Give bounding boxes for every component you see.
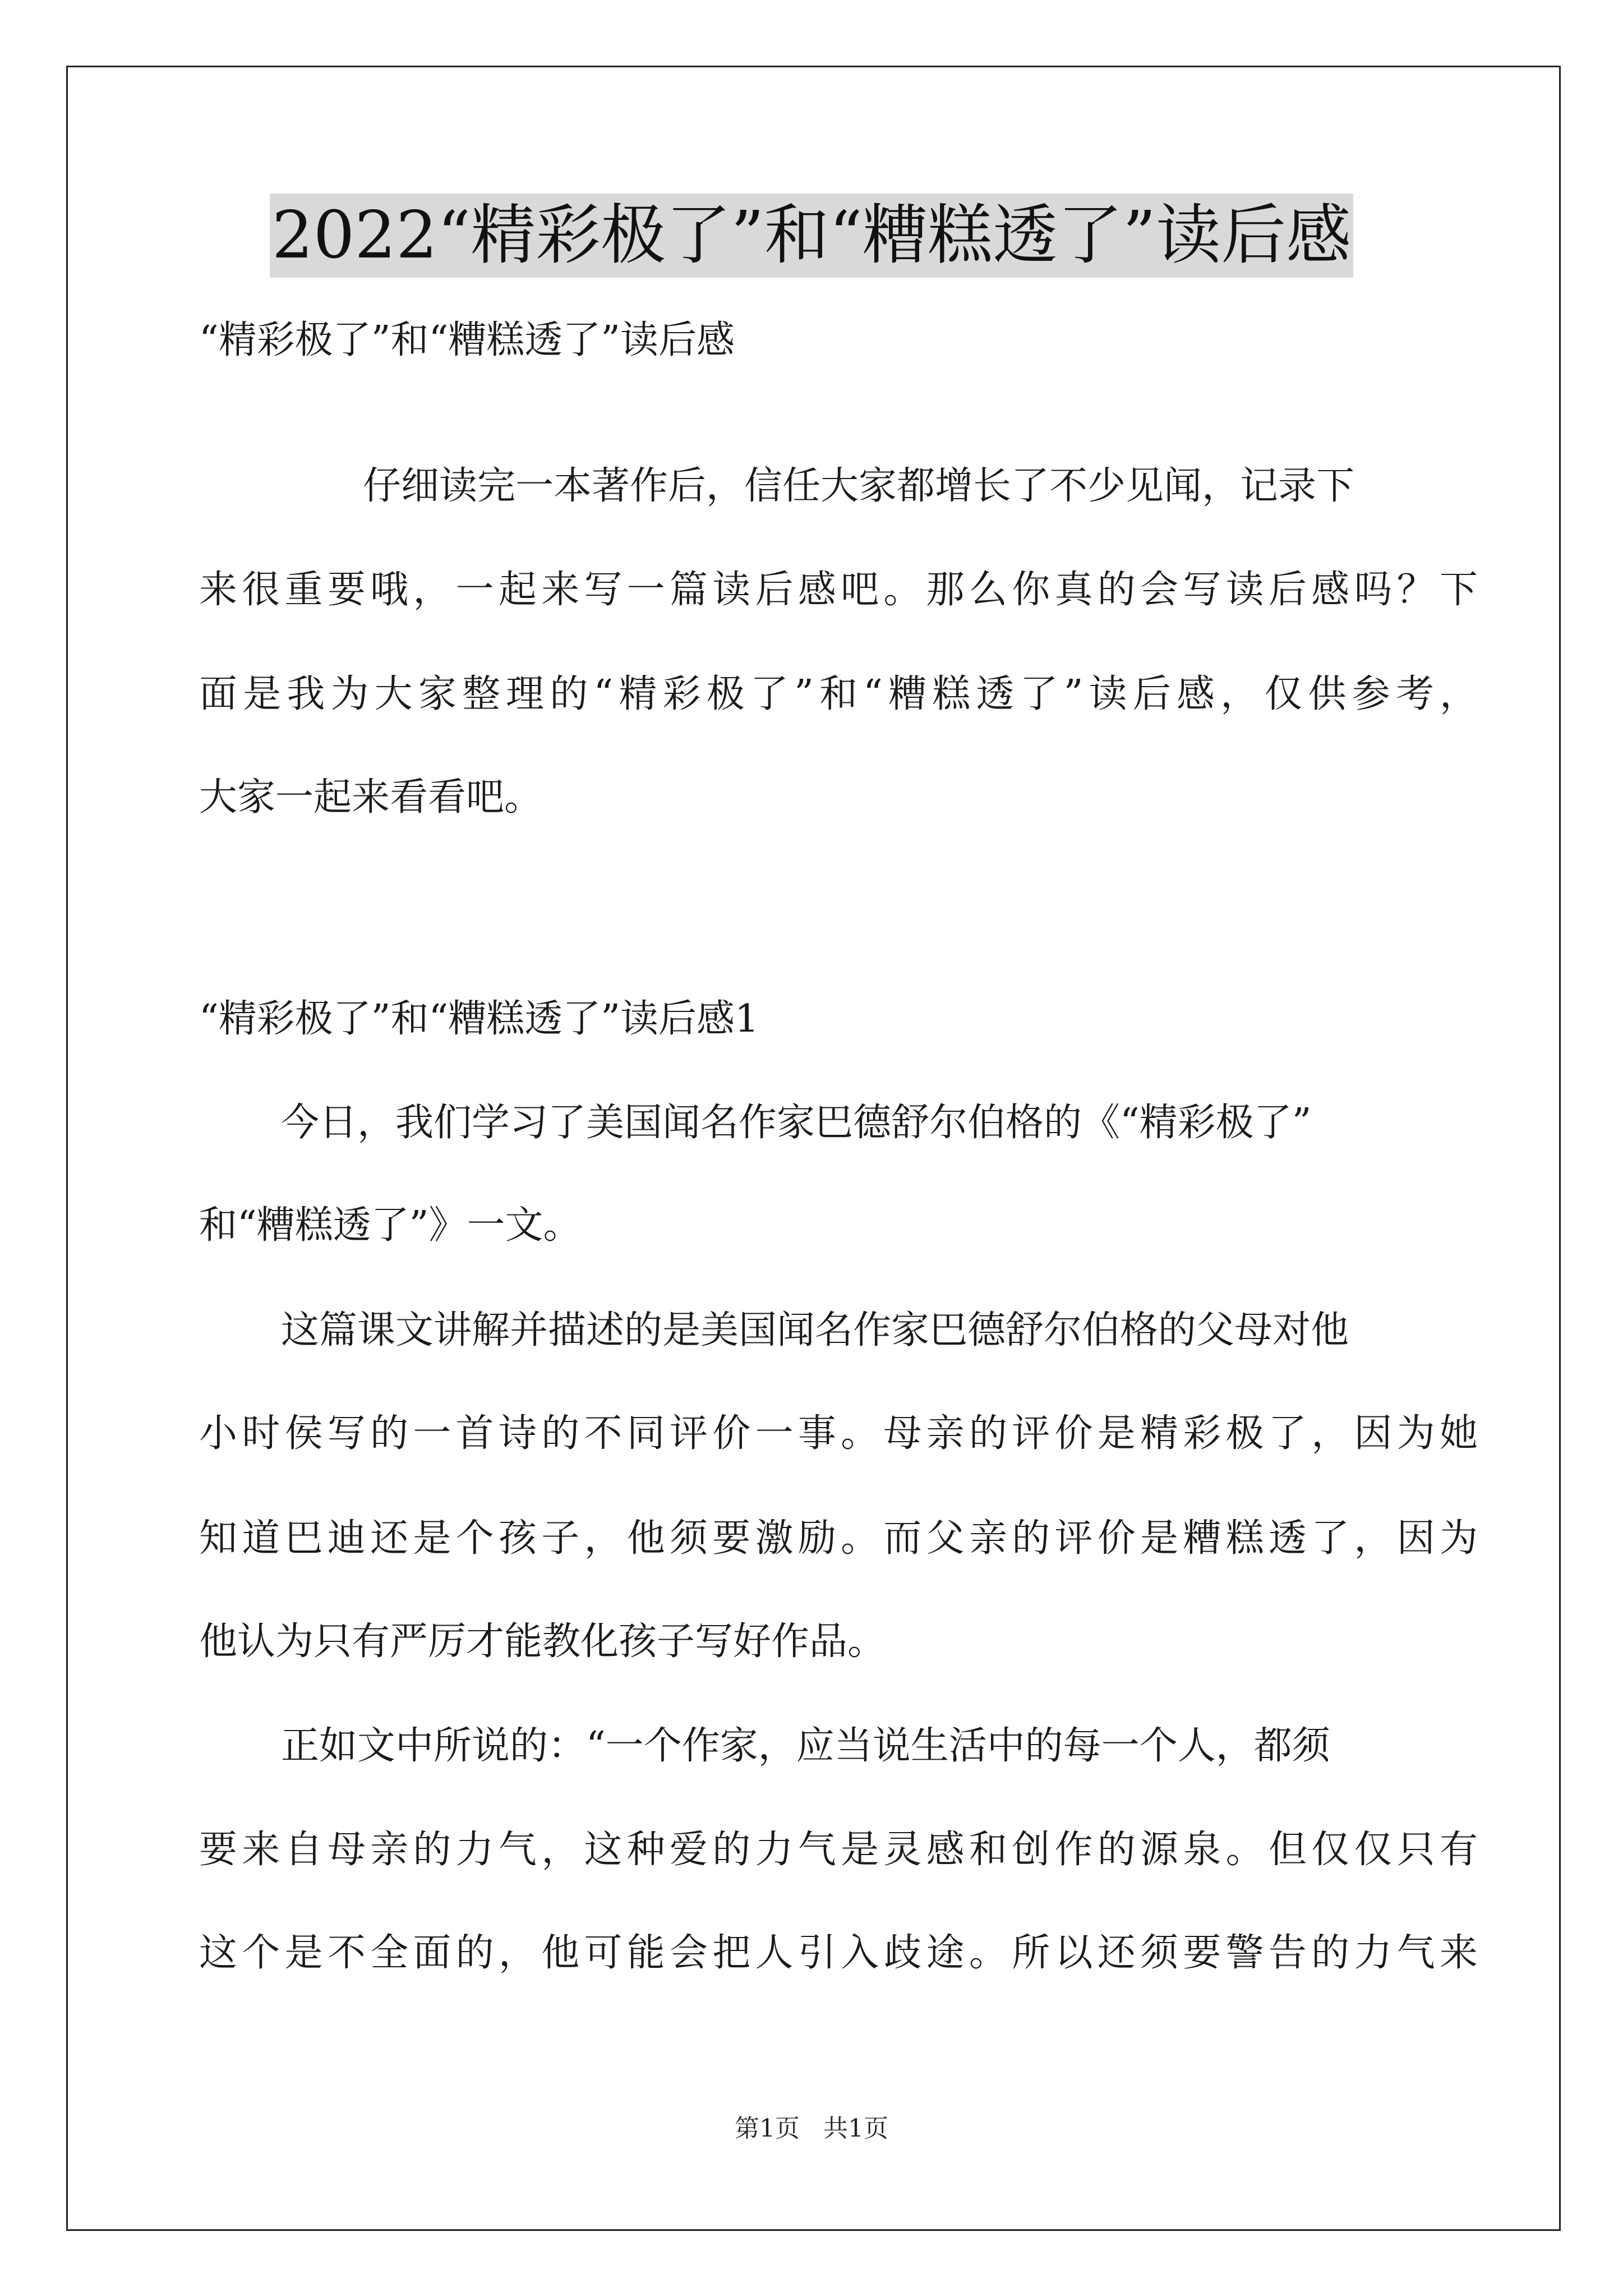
paragraph-line: 小时侯写的一首诗的不同评价一事。母亲的评价是精彩极了，因为她	[199, 1411, 1478, 1456]
paragraph-line: 知道巴迪还是个孩子，他须要激励。而父亲的评价是糟糕透了，因为	[199, 1516, 1478, 1561]
paragraph-line: 大家一起来看看吧。	[199, 775, 543, 820]
paragraph-line: 来很重要哦，一起来写一篇读后感吧。那么你真的会写读后感吗？下	[199, 568, 1478, 612]
paragraph-line: 要来自母亲的力气，这种爱的力气是灵感和创作的源泉。但仅仅只有	[199, 1828, 1478, 1872]
paragraph-line: 面是我为大家整理的“精彩极了”和“糟糕透了”读后感，仅供参考，	[199, 672, 1478, 716]
document-title: 2022“精彩极了”和“糟糕透了”读后感	[270, 194, 1353, 278]
title-container	[0, 194, 1623, 278]
page-border	[66, 66, 1561, 2231]
paragraph-line: 今日，我们学习了美国闻名作家巴德舒尔伯格的《“精彩极了”	[281, 1101, 1312, 1145]
paragraph-line: 这篇课文讲解并描述的是美国闻名作家巴德舒尔伯格的父母对他	[281, 1308, 1349, 1352]
paragraph-line: 他认为只有严厉才能教化孩子写好作品。	[199, 1619, 886, 1664]
section-heading-intro: “精彩极了”和“糟糕透了”读后感	[199, 318, 735, 362]
paragraph-line: 和“糟糕透了”》一文。	[199, 1203, 582, 1248]
paragraph-line: 仔细读完一本著作后，信任大家都增长了不少见闻，记录下	[363, 464, 1355, 508]
paragraph-line: 正如文中所说的：“一个作家，应当说生活中的每一个人，都须	[281, 1724, 1330, 1768]
section-heading-1: “精彩极了”和“糟糕透了”读后感1	[199, 997, 759, 1041]
page-footer: 第1页 共1页	[735, 2114, 888, 2143]
paragraph-line: 这个是不全面的，他可能会把人引入歧途。所以还须要警告的力气来	[199, 1931, 1478, 1975]
